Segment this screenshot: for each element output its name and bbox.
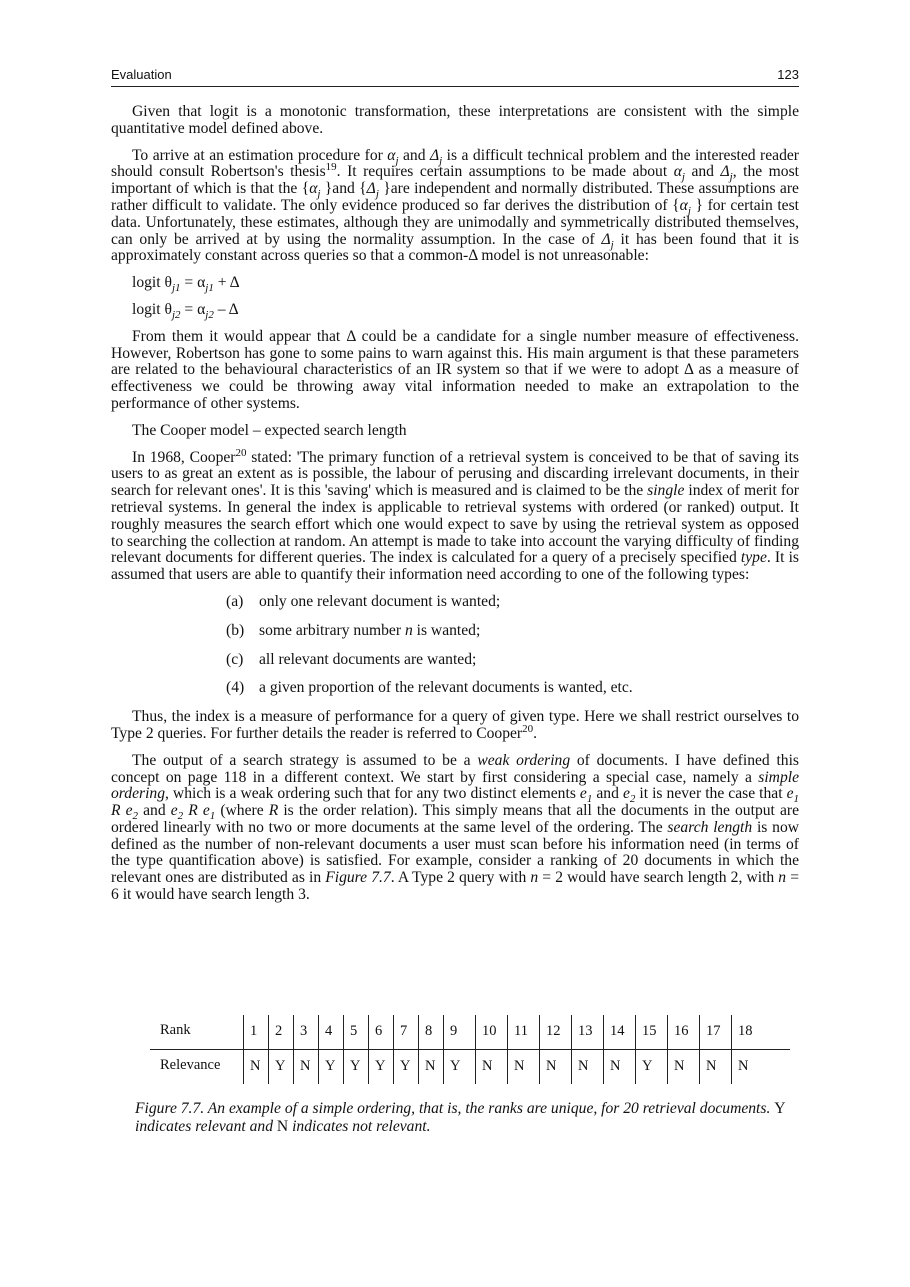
caption-symbol: Y [774, 1100, 786, 1117]
eq-rest: – Δ [213, 300, 239, 318]
text: Thus, the index is a measure of performance for a query of given type. Here we shall restrict ourselves to Type 2 queries. For further details the reader is referred to Cooper [111, 708, 799, 742]
emphasis: Figure 7.7 [325, 869, 391, 887]
rank-value: 3 [300, 1023, 308, 1039]
math-alpha-j: $\alpha_j$ [309, 180, 321, 201]
eq-lhs: logit θ [132, 300, 172, 318]
relevance-cell [539, 1050, 557, 1084]
math-relation: $e_1$ R $e_2$ [111, 785, 799, 823]
text: . It is assumed that users are able to quantify their information need according to one of the following types: [111, 549, 800, 584]
eq-lhs: logit θ [132, 274, 172, 292]
list-marker: (a) [226, 592, 244, 610]
rank-value: 14 [610, 1023, 625, 1039]
list-item [226, 680, 799, 697]
rank-value: 15 [642, 1023, 657, 1039]
rank-cell [667, 1015, 689, 1049]
figure-caption [135, 1100, 800, 1136]
math-delta-j: $\Delta_j$ [720, 163, 733, 184]
paragraph: Given that logit is a monotonic transformation, these interpretations are consistent with the simple quantitative model defined above. [111, 103, 799, 137]
text: = 2 would have search length 2, with [538, 869, 779, 887]
rank-cell [539, 1015, 561, 1049]
relevance-cell [293, 1050, 311, 1084]
emphasis: n [778, 869, 787, 887]
text: }and { [320, 180, 367, 198]
relevance-cell [268, 1050, 286, 1084]
list-text: is wanted; [412, 621, 481, 639]
rank-value: 5 [350, 1023, 358, 1039]
relevance-label: Relevance [160, 1057, 221, 1073]
emphasis: R [268, 802, 279, 820]
list-item [226, 623, 799, 640]
rank-value: 13 [578, 1023, 593, 1039]
relevance-value: Y [375, 1058, 386, 1074]
rank-cell [268, 1015, 283, 1049]
relevance-value: N [738, 1058, 749, 1074]
relevance-cell [243, 1050, 261, 1084]
relevance-cell [699, 1050, 717, 1084]
rank-cell [507, 1015, 528, 1049]
math-delta-j: $\Delta_j$ [429, 146, 443, 167]
relevance-cell [318, 1050, 336, 1084]
relevance-cell [475, 1050, 493, 1084]
text: it is never the case that [635, 785, 787, 803]
relevance-value: N [706, 1058, 717, 1074]
emphasis: n [530, 869, 539, 887]
rank-value: 16 [674, 1023, 689, 1039]
list-marker: (c) [226, 650, 244, 668]
caption-text: indicates not relevant. [288, 1118, 431, 1135]
rank-row [150, 1015, 790, 1050]
eq-rhs: = α [180, 300, 206, 318]
emphasis: n [404, 621, 413, 639]
relevance-cell [393, 1050, 411, 1084]
footnote-ref: 20 [522, 722, 534, 735]
relevance-value: N [546, 1058, 557, 1074]
text: } for certain test data. Unfortunately, these estimates, although they are unimodally and symmetrically distributed themselves, can only be arrived at by using the normality assumption. In the case of [111, 196, 799, 248]
body-text [111, 104, 799, 914]
caption-symbol: N [276, 1118, 289, 1135]
rank-label: Rank [160, 1022, 191, 1038]
rank-cell [603, 1015, 625, 1049]
text: (where [215, 802, 269, 820]
eq-subscript: j1 [171, 282, 181, 295]
text: and [684, 163, 721, 181]
text: , the most important of which is that the { [111, 163, 799, 198]
relevance-value: N [674, 1058, 685, 1074]
text: of documents. I have defined this concept on page 118 in a different context. We start by first considering a special case, namely a [111, 751, 799, 786]
relevance-value: Y [450, 1058, 461, 1074]
text: is a difficult technical problem and the interested reader should consult Robertson's thesis [111, 146, 800, 181]
relevance-value: Y [325, 1058, 336, 1074]
rank-value: 7 [400, 1023, 408, 1039]
math-e2: $e_2$ [622, 785, 636, 806]
relevance-value: N [425, 1058, 436, 1074]
relevance-cell [418, 1050, 436, 1084]
relevance-value: N [482, 1058, 493, 1074]
emphasis: simple ordering [111, 768, 799, 803]
rank-value: 6 [375, 1023, 383, 1039]
relevance-value: N [250, 1058, 261, 1074]
relevance-cell [507, 1050, 525, 1084]
math-e1-e2: $e_1$ [579, 785, 593, 806]
equation-2 [132, 300, 799, 322]
emphasis: single [647, 482, 685, 500]
paragraph [111, 709, 799, 743]
eq-subscript: j2 [205, 309, 214, 322]
rank-cell [343, 1015, 358, 1049]
running-header [111, 64, 799, 87]
rank-value: 4 [325, 1023, 333, 1039]
math-delta-j: $\Delta_j$ [601, 230, 614, 251]
rank-cell [243, 1015, 258, 1049]
list-text: a given proportion of the relevant documents is wanted, etc. [259, 679, 633, 697]
relevance-row [150, 1050, 790, 1084]
rank-cell [418, 1015, 433, 1049]
rank-cell [699, 1015, 721, 1049]
math-alpha-j: $\alpha_j$ [679, 196, 691, 218]
relevance-value: Y [642, 1058, 653, 1074]
rank-cell [368, 1015, 383, 1049]
footnote-ref: 20 [235, 446, 247, 459]
rank-cell [293, 1015, 308, 1049]
rank-value: 12 [546, 1023, 561, 1039]
caption-text: Figure 7.7. An example of a simple ordering, that is, the ranks are unique, for 20 retrieval documents. [135, 1100, 775, 1117]
math-relation: $e_2$ R $e_1$ [170, 802, 216, 823]
text: }are independent and normally distributed. These assumptions are rather difficult to validate. The only evidence produced so far derives the distribution of { [111, 180, 799, 214]
rank-value: 2 [275, 1023, 283, 1039]
footnote-ref: 19 [325, 161, 337, 174]
eq-subscript: j1 [205, 282, 214, 295]
list-marker: (b) [226, 621, 245, 639]
text: and [398, 146, 430, 164]
relevance-cell [635, 1050, 653, 1084]
eq-subscript: j2 [171, 309, 181, 322]
text: index of merit for retrieval systems. In general the index is applicable to retrieval systems with ordered (or ranked) output. It roughly measures the search effort which one would expect to save by using the retrieval system as opposed to searching the collection at random. An attempt is made to take into account the varying difficulty of finding relevant documents for different queries. The index is calculated for a query of a precisely specified [111, 482, 799, 567]
text: To arrive at an estimation procedure for [132, 146, 388, 164]
rank-cell [443, 1015, 458, 1049]
relevance-value: Y [400, 1058, 411, 1074]
text: . [533, 724, 538, 742]
eq-rhs: = α [180, 274, 206, 292]
eq-rest: + Δ [213, 274, 240, 292]
list-item [226, 652, 799, 669]
rank-cell [475, 1015, 497, 1049]
rank-value: 11 [514, 1023, 528, 1039]
rank-cell [318, 1015, 333, 1049]
list-text: some arbitrary number [259, 621, 405, 639]
page-number: 123 [777, 67, 799, 82]
list-marker: (4) [226, 679, 245, 697]
list-text: only one relevant document is wanted; [259, 592, 501, 610]
relevance-cell [443, 1050, 461, 1084]
relevance-cell [731, 1050, 749, 1084]
subheading: The Cooper model – expected search length [132, 421, 407, 439]
list-item [226, 594, 799, 611]
rank-cell [635, 1015, 657, 1049]
text: . It requires certain assumptions to be made about [336, 163, 674, 181]
emphasis: type [740, 549, 767, 567]
relevance-cell [603, 1050, 621, 1084]
text: . A Type 2 query with [390, 869, 531, 887]
text: is now defined as the number of non-relevant documents a user must scan before his information need (in terms of the type quantification above) is satisfied. For example, consider a ranking of 20 documents in which the relevant ones are distributed as in [111, 818, 800, 887]
relevance-cell [368, 1050, 386, 1084]
relevance-value: N [514, 1058, 525, 1074]
paragraph: From them it would appear that Δ could be a candidate for a single number measure of effectiveness. However, Robertson has gone to some pains to warn against this. His main argument is that these parameters are related to the behavioural characteristics of an IR system so that if we were to adopt Δ as a measure of effectiveness we could be throwing away vital information needed to make an extrapolation to the performance of other systems. [111, 327, 799, 412]
list-text: all relevant documents are wanted; [259, 650, 477, 668]
rank-value: 9 [450, 1023, 458, 1039]
rank-cell [393, 1015, 408, 1049]
paragraph: The output of a search strategy is assumed to be a weak ordering of documents. I have defined this concept on page 118 in a different context. We start by first considering a special case, namely a simple ordering, which is a weak ordering such that for any two distinct elements $e_1$ and $e_2$ it is never the case that $e_1$ R $e_2$ and $e_2$ R $e_1$ (where R is the order relation). This simply means that all the documents in the output are ordered linearly with no two or more documents at the same level of the ordering. The search length is now defined as the number of non-relevant documents a user must scan before his information need (in terms of the type quantification above) is satisfied. For example, consider a ranking of 20 documents in which the relevant ones are distributed as in Figure 7.7. A Type 2 query with n = 2 would have search length 2, with n = 6 it would have search length 3. [111, 751, 800, 904]
equation-1 [132, 274, 799, 295]
math-delta-j: $\Delta_j$ [366, 180, 379, 201]
emphasis: search length [667, 818, 753, 836]
text: it has been found that it is approximately constant across queries so that a common-Δ model is not unreasonable: [111, 230, 800, 265]
paragraph [111, 148, 799, 266]
rank-value: 1 [250, 1023, 258, 1039]
text: , which is a weak ordering such that for any two distinct elements [165, 785, 580, 803]
text: The output of a search strategy is assumed to be a [132, 751, 478, 769]
math-alpha-j: $\alpha_j$ [673, 163, 685, 184]
emphasis: weak ordering [477, 751, 571, 769]
ranking-table [150, 1015, 790, 1084]
relevance-value: N [300, 1058, 311, 1074]
relevance-value: N [578, 1058, 589, 1074]
type-list [226, 594, 799, 697]
text: In 1968, Cooper [132, 448, 236, 466]
rank-value: 17 [706, 1023, 721, 1039]
relevance-value: Y [275, 1058, 286, 1074]
relevance-cell [343, 1050, 361, 1084]
paragraph [111, 446, 800, 584]
rank-value: 18 [738, 1023, 753, 1039]
section-title: Evaluation [111, 67, 172, 82]
rank-value: 8 [425, 1023, 433, 1039]
relevance-cell [667, 1050, 685, 1084]
relevance-value: Y [350, 1058, 361, 1074]
rank-value: 10 [482, 1023, 497, 1039]
caption-text: indicates relevant and [135, 1118, 277, 1135]
relevance-value: N [610, 1058, 621, 1074]
text: stated: 'The primary function of a retrieval system is conceived to be that of saving its users to as great an extent as is possible, the labour of perusing and discarding irrelevant documents, in their search for relevant ones'. It is this 'saving' which is measured and is claimed to be the [111, 448, 800, 500]
math-alpha-j: $\alpha_j$ [387, 146, 399, 167]
relevance-cell [571, 1050, 589, 1084]
text: is the order relation). This simply means that all the documents in the output are ordered linearly with no two or more documents at the same level of the ordering. The [111, 802, 799, 836]
rank-cell [571, 1015, 593, 1049]
rank-cell [731, 1015, 753, 1049]
text: = 6 it would have search length 3. [111, 869, 799, 904]
